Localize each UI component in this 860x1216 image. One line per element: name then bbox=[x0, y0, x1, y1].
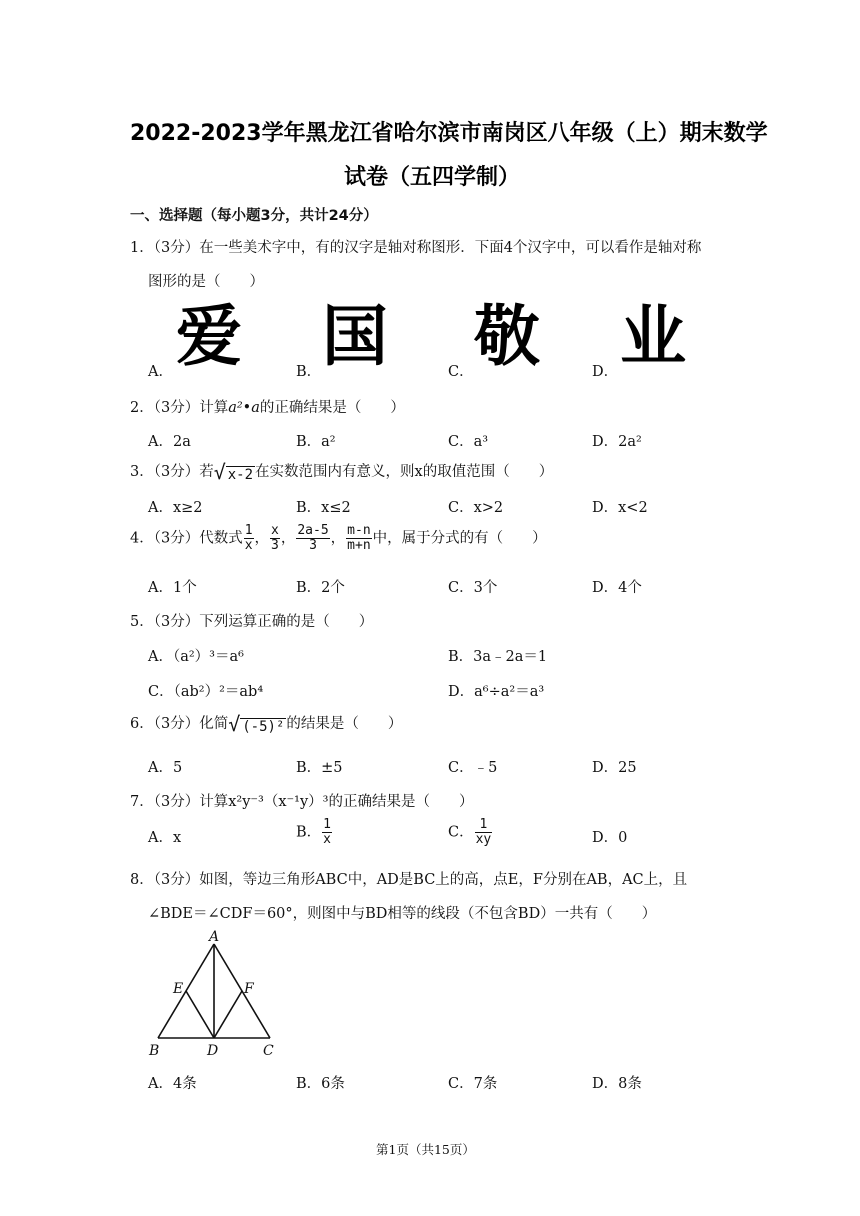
question-5-stem: 5．（3分）下列运算正确的是（ ） bbox=[130, 614, 374, 630]
q6-sqrt: √ (-5)² bbox=[228, 712, 285, 736]
label-d: D bbox=[207, 1043, 219, 1059]
q4-option-a: A．1个 bbox=[148, 580, 197, 596]
q7-option-c-fraction: $\frac{1}{xy}$ bbox=[475, 817, 492, 847]
q3-option-c: C．x>2 bbox=[448, 500, 504, 516]
q4-option-c: C．3个 bbox=[448, 580, 498, 596]
page-title-line1: 2022-2023学年黑龙江省哈尔滨市南岗区八年级（上）期末数学 bbox=[130, 121, 768, 146]
segment-de bbox=[186, 991, 214, 1038]
q5-option-b: B．3a﹣2a＝1 bbox=[448, 649, 548, 665]
q1-option-c-label: C． bbox=[448, 364, 474, 380]
q6-pre: 6．（3分）化简 bbox=[130, 716, 229, 732]
q3-post: 在实数范围内有意义，则x的取值范围（ ） bbox=[255, 464, 554, 480]
q3-option-b: B．x≤2 bbox=[296, 500, 351, 516]
q1-option-a-label: A． bbox=[148, 364, 173, 380]
q4-option-d: D．4个 bbox=[592, 580, 642, 596]
q6-option-c: C．﹣5 bbox=[448, 760, 498, 776]
q6-option-b: B．±5 bbox=[296, 760, 343, 776]
question-1-stem-line1: 1．（3分）在一些美术字中，有的汉字是轴对称图形．下面4个汉字中，可以看作是轴对称 bbox=[130, 240, 702, 256]
page-footer: 第1页（共15页） bbox=[376, 1142, 475, 1157]
q7-option-a: A．x bbox=[148, 830, 182, 846]
question-6-stem bbox=[130, 712, 402, 736]
q7-option-b-fraction: $\frac{1}{x}$ bbox=[323, 817, 331, 847]
segment-df bbox=[214, 991, 242, 1038]
q3-pre: 3．（3分）若 bbox=[130, 464, 214, 480]
q1-option-a-char: 爱 bbox=[176, 298, 242, 375]
label-b: B bbox=[149, 1043, 160, 1059]
q3-option-a: A．x≥2 bbox=[148, 500, 203, 516]
q6-post: 的结果是（ ） bbox=[286, 716, 403, 732]
q4-fraction-1: $\frac{1}{x}$ bbox=[244, 523, 253, 553]
q8-option-b: B．6条 bbox=[296, 1076, 345, 1092]
label-a: A bbox=[209, 929, 220, 945]
q2-pre: 2．（3分）计算 bbox=[130, 400, 229, 416]
q5-option-c: C．（ab²）²＝ab⁴ bbox=[148, 684, 264, 700]
question-4-stem: 4．（3分）代数式 $\frac{1}{x}$ ， $\frac{x}{3}$ ， $\frac{2a-5}{3}$ ， $\frac{m-n}{m+n}$ 中，属于分式的有（ ） bbox=[130, 523, 547, 553]
question-7-stem: 7．（3分）计算x²y⁻³（x⁻¹y）³的正确结果是（ ） bbox=[130, 794, 474, 810]
q8-option-d: D．8条 bbox=[592, 1076, 642, 1092]
question-8-stem-line1: 8．（3分）如图，等边三角形ABC中，AD是BC上的高，点E，F分别在AB，AC上，且 bbox=[130, 872, 688, 888]
label-f: F bbox=[244, 981, 254, 997]
q4-fraction-4: $\frac{m-n}{m+n}$ bbox=[347, 523, 371, 553]
q8-option-a: A．4条 bbox=[148, 1076, 197, 1092]
label-c: C bbox=[263, 1043, 274, 1059]
q6-radicand: (-5)² bbox=[242, 719, 285, 735]
q4-option-b: B．2个 bbox=[296, 580, 345, 596]
q5-option-d: D．a⁶÷a²＝a³ bbox=[448, 684, 545, 700]
q7-option-b: B． $\frac{1}{x}$ bbox=[296, 817, 331, 847]
q6-option-a: A．5 bbox=[148, 760, 183, 776]
q6-option-d: D．25 bbox=[592, 760, 637, 776]
q4-fraction-2: $\frac{x}{3}$ bbox=[271, 523, 279, 553]
q3-radicand: x-2 bbox=[227, 467, 254, 483]
q1-option-b-label: B． bbox=[296, 364, 322, 380]
q3-sqrt: √ x-2 bbox=[213, 460, 254, 484]
q1-option-d-label: D． bbox=[592, 364, 619, 380]
question-1-stem-line2: 图形的是（ ） bbox=[148, 274, 264, 290]
triangle-figure bbox=[140, 926, 290, 1062]
page-title-line2: 试卷（五四学制） bbox=[344, 165, 521, 190]
q2-option-b: B．a² bbox=[296, 434, 336, 450]
question-3-stem bbox=[130, 460, 553, 484]
q4-pre: 4．（3分）代数式 bbox=[130, 530, 243, 547]
q8-option-c: C．7条 bbox=[448, 1076, 498, 1092]
q2-option-d: D．2a² bbox=[592, 434, 642, 450]
q4-post: 中，属于分式的有（ ） bbox=[372, 530, 547, 547]
q1-option-c-char: 敬 bbox=[474, 298, 540, 375]
q1-option-b-char: 国 bbox=[322, 298, 388, 375]
q1-option-d-char: 业 bbox=[620, 298, 686, 375]
question-8-stem-line2: ∠BDE＝∠CDF＝60°，则图中与BD相等的线段（不包含BD）一共有（ ） bbox=[148, 906, 657, 922]
q2-expr: a²•a bbox=[228, 400, 260, 416]
q5-option-a: A．（a²）³＝a⁶ bbox=[148, 649, 244, 665]
q2-post: 的正确结果是（ ） bbox=[259, 400, 405, 416]
q2-option-c: C．a³ bbox=[448, 434, 489, 450]
q3-option-d: D．x<2 bbox=[592, 500, 648, 516]
question-2-stem bbox=[130, 396, 405, 417]
q7-option-c: C． $\frac{1}{xy}$ bbox=[448, 817, 492, 847]
q7-option-d: D．0 bbox=[592, 830, 628, 846]
section-heading: 一、选择题（每小题3分，共计24分） bbox=[130, 208, 378, 224]
q4-fraction-3: $\frac{2a-5}{3}$ bbox=[297, 523, 329, 553]
q2-option-a: A．2a bbox=[148, 434, 191, 450]
label-e: E bbox=[173, 981, 184, 997]
